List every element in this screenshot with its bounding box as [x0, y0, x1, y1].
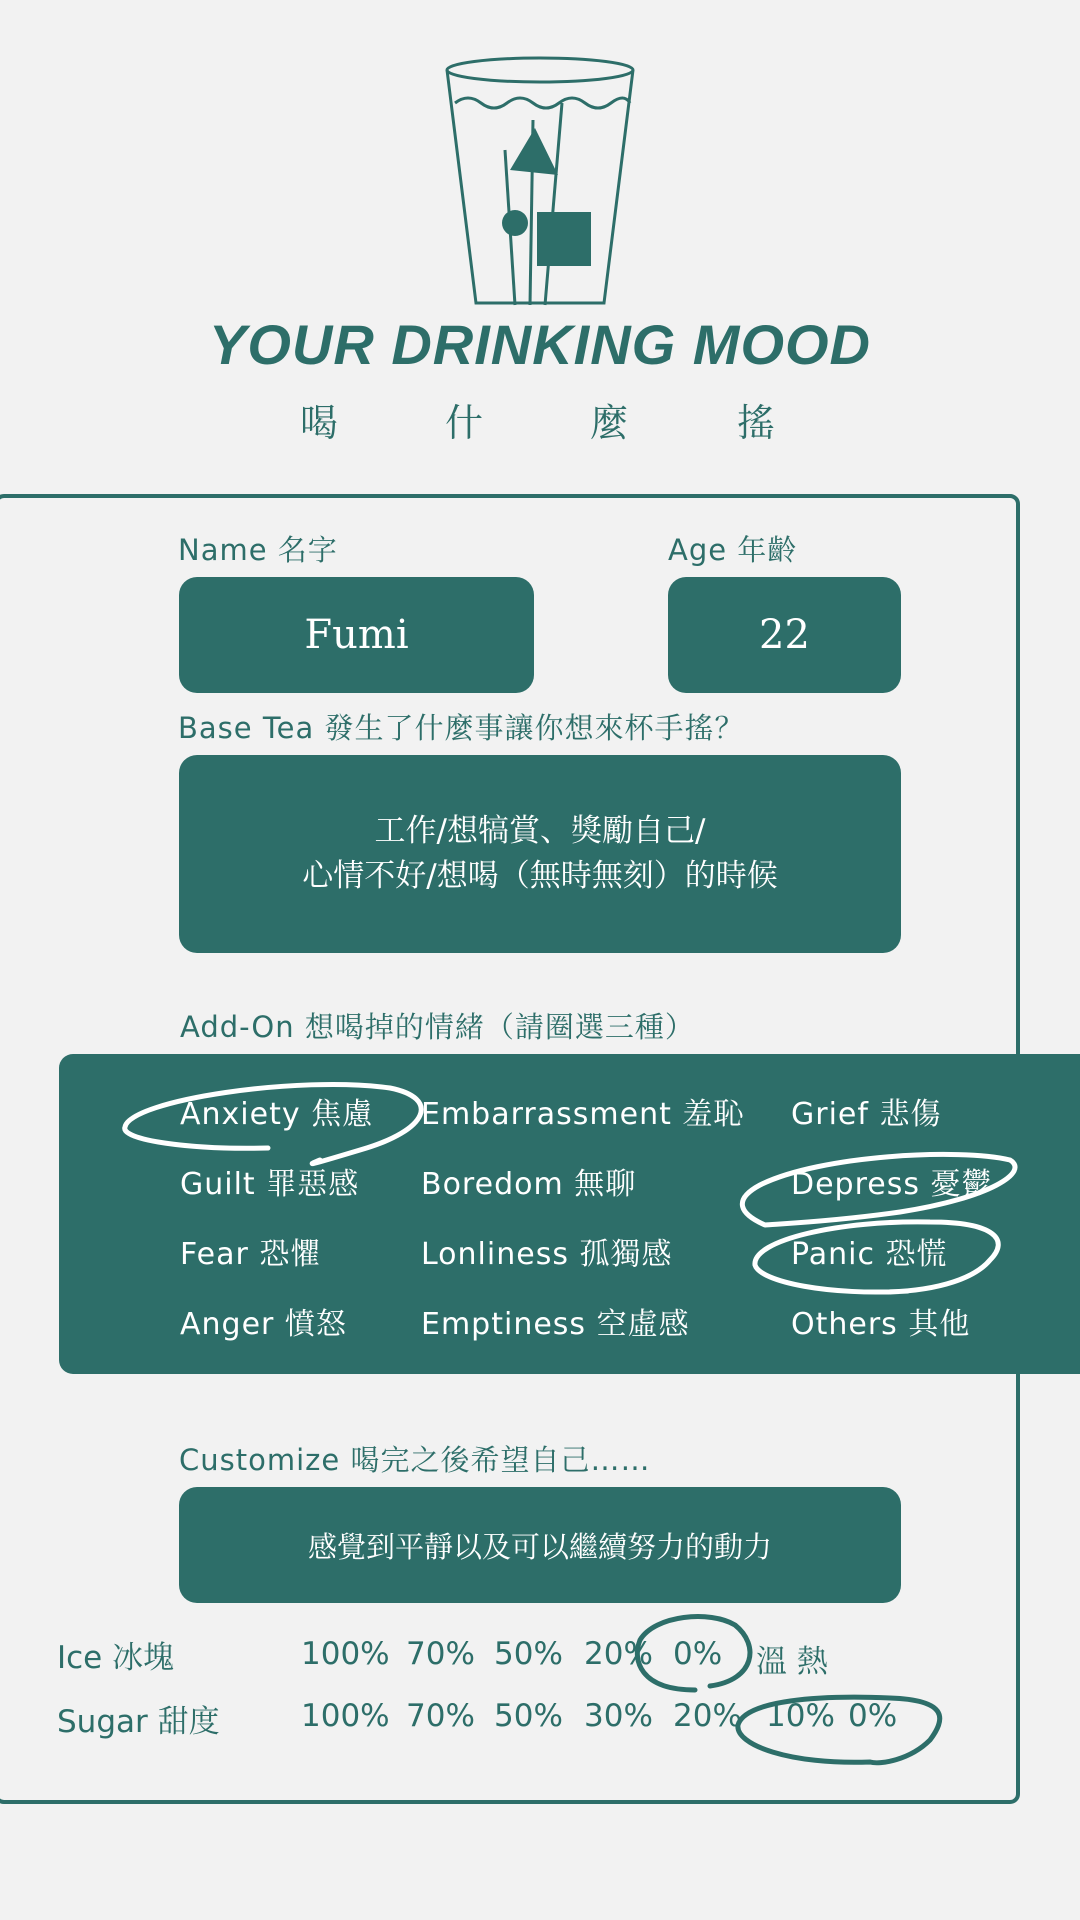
name-field[interactable]	[179, 577, 534, 693]
sugar-option-50[interactable]: 50%	[494, 1698, 563, 1734]
ice-option-0[interactable]: 0%	[673, 1636, 723, 1672]
emotion-option-embarrassment[interactable]: Embarrassment 羞恥	[421, 1097, 745, 1132]
subtitle-char: 麼	[590, 401, 629, 445]
age-label: Age 年齡	[668, 533, 798, 567]
name-label: Name 名字	[178, 533, 338, 567]
name-value: Fumi	[304, 612, 409, 658]
customize-value: 感覺到平靜以及可以繼續努力的動力	[307, 1529, 772, 1564]
sugar-option-20[interactable]: 20%	[673, 1698, 742, 1734]
sugar-option-30[interactable]: 30%	[584, 1698, 653, 1734]
base-tea-line: 心情不好/想喝（無時無刻）的時候	[302, 858, 778, 894]
customize-field[interactable]	[179, 1487, 901, 1603]
emotion-option-others[interactable]: Others 其他	[791, 1307, 971, 1342]
ice-option-100[interactable]: 100%	[301, 1636, 390, 1672]
emotion-panel	[59, 1054, 1080, 1374]
emotion-option-guilt[interactable]: Guilt 罪惡感	[180, 1167, 360, 1202]
emotion-option-depress[interactable]: Depress 憂鬱	[791, 1167, 993, 1202]
sugar-option-70[interactable]: 70%	[406, 1698, 475, 1734]
age-value: 22	[759, 612, 810, 658]
emotion-option-anxiety[interactable]: Anxiety 焦慮	[180, 1097, 374, 1132]
ice-label: Ice 冰塊	[57, 1640, 175, 1676]
sugar-option-100[interactable]: 100%	[301, 1698, 390, 1734]
emotion-option-fear[interactable]: Fear 恐懼	[180, 1237, 322, 1272]
subtitle-char: 什	[445, 401, 484, 445]
emotion-option-emptiness[interactable]: Emptiness 空虛感	[421, 1307, 690, 1342]
subtitle-char: 搖	[737, 401, 776, 445]
customize-label: Customize 喝完之後希望自己……	[179, 1443, 651, 1477]
emotion-option-boredom[interactable]: Boredom 無聊	[421, 1167, 637, 1202]
sugar-label: Sugar 甜度	[57, 1704, 220, 1740]
drinking-glass-icon	[440, 55, 640, 310]
emotion-option-grief[interactable]: Grief 悲傷	[791, 1097, 942, 1132]
subtitle-char: 喝	[300, 401, 339, 445]
sugar-option-10[interactable]: 10%	[766, 1698, 835, 1734]
base-tea-line: 工作/想犒賞、獎勵自己/	[374, 813, 706, 849]
age-field[interactable]	[668, 577, 901, 693]
add-on-label: Add-On 想喝掉的情緒（請圈選三種）	[180, 1010, 695, 1044]
page-title: YOUR DRINKING MOOD	[209, 313, 871, 376]
ice-option-70[interactable]: 70%	[406, 1636, 475, 1672]
ice-option-50[interactable]: 50%	[494, 1636, 563, 1672]
ice-option-20[interactable]: 20%	[584, 1636, 653, 1672]
page-subtitle	[300, 392, 790, 445]
emotion-option-anger[interactable]: Anger 憤怒	[180, 1307, 347, 1342]
base-tea-label: Base Tea 發生了什麼事讓你想來杯手搖？	[178, 711, 745, 745]
emotion-option-lonliness[interactable]: Lonliness 孤獨感	[421, 1237, 673, 1272]
sugar-option-0[interactable]: 0%	[848, 1698, 898, 1734]
base-tea-field[interactable]	[179, 755, 901, 953]
emotion-option-panic[interactable]: Panic 恐慌	[791, 1237, 948, 1272]
ice-option-warm[interactable]: 溫 熱	[756, 1644, 828, 1680]
